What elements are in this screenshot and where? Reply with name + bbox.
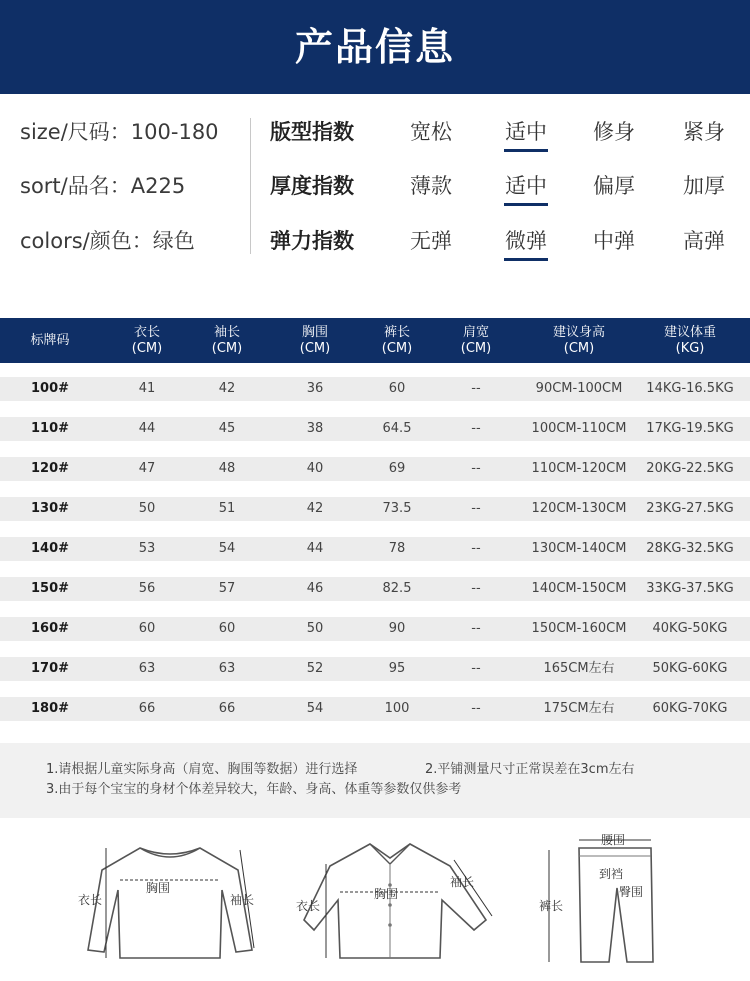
- table-cell: 38: [306, 421, 324, 436]
- table-row: [0, 617, 750, 641]
- table-cell: 54: [306, 701, 324, 716]
- table-cell: 66: [138, 701, 156, 716]
- table-cell: 36: [306, 381, 324, 396]
- column-header: 胸围 (CM): [299, 324, 331, 356]
- table-cell: 20KG-22.5KG: [646, 461, 734, 476]
- table-cell: 110CM-120CM: [531, 461, 627, 476]
- table-cell: 53: [138, 541, 156, 556]
- note-3: 3.由于每个宝宝的身材个体差异较大，年龄、身高、体重等参数仅供参考: [46, 782, 462, 797]
- label-hip: 臀围: [619, 885, 644, 899]
- index-option: 无弹: [410, 229, 452, 253]
- table-row: [0, 457, 750, 481]
- index-option: 偏厚: [593, 174, 635, 198]
- index-option-selected: 适中: [496, 110, 556, 154]
- table-cell: 50: [306, 621, 324, 636]
- table-cell: 54: [218, 541, 236, 556]
- table-cell: 44: [138, 421, 156, 436]
- notes-panel: [0, 743, 750, 818]
- index-option-selected: 微弹: [496, 219, 556, 263]
- column-header: 衣长 (CM): [131, 324, 163, 356]
- table-cell: 73.5: [382, 501, 412, 516]
- table-cell: 120CM-130CM: [531, 501, 627, 516]
- table-cell: 170#: [30, 661, 70, 676]
- table-cell: --: [471, 381, 481, 396]
- header-banner: [0, 0, 750, 94]
- table-cell: 40KG-50KG: [652, 621, 728, 636]
- table-cell: 50: [138, 501, 156, 516]
- table-cell: 40: [306, 461, 324, 476]
- table-cell: 44: [306, 541, 324, 556]
- index-elasticity: [270, 219, 750, 263]
- table-cell: 48: [218, 461, 236, 476]
- table-cell: 180#: [30, 701, 70, 716]
- table-cell: 82.5: [382, 581, 412, 596]
- label-crotch: 到裆: [599, 867, 624, 881]
- table-cell: 17KG-19.5KG: [646, 421, 734, 436]
- spec-sort: sort/品名：A225: [20, 174, 186, 198]
- index-option: 高弹: [683, 229, 725, 253]
- table-cell: --: [471, 541, 481, 556]
- table-cell: 120#: [30, 461, 70, 476]
- table-row: [0, 497, 750, 521]
- table-cell: --: [471, 581, 481, 596]
- index-thickness: [270, 164, 750, 208]
- table-cell: 60: [388, 381, 406, 396]
- index-label: 版型指数: [270, 120, 354, 144]
- table-cell: 42: [218, 381, 236, 396]
- table-cell: --: [471, 421, 481, 436]
- table-cell: 110#: [30, 421, 70, 436]
- table-row: [0, 377, 750, 401]
- index-option: 薄款: [410, 174, 452, 198]
- table-cell: 90CM-100CM: [535, 381, 623, 396]
- spec-color: colors/颜色：绿色: [20, 229, 195, 253]
- column-header: 裤长 (CM): [381, 324, 413, 356]
- table-cell: 140CM-150CM: [531, 581, 627, 596]
- table-cell: 140#: [30, 541, 70, 556]
- index-option: 中弹: [593, 229, 635, 253]
- index-option: 紧身: [683, 120, 725, 144]
- table-cell: 130CM-140CM: [531, 541, 627, 556]
- table-cell: 60: [218, 621, 236, 636]
- column-header: 袖长 (CM): [211, 324, 243, 356]
- label-chest: 胸围: [374, 887, 399, 901]
- table-cell: 41: [138, 381, 156, 396]
- table-cell: 33KG-37.5KG: [646, 581, 734, 596]
- table-cell: 150CM-160CM: [531, 621, 627, 636]
- index-label: 厚度指数: [270, 174, 354, 198]
- table-cell: 60: [138, 621, 156, 636]
- table-cell: 50KG-60KG: [652, 661, 728, 676]
- table-cell: 95: [388, 661, 406, 676]
- table-row: [0, 537, 750, 561]
- table-cell: 175CM左右: [543, 701, 615, 716]
- table-cell: 90: [388, 621, 406, 636]
- table-cell: --: [471, 621, 481, 636]
- label-sleeve: 袖长: [450, 875, 475, 889]
- table-cell: 51: [218, 501, 236, 516]
- table-cell: 63: [218, 661, 236, 676]
- table-cell: 69: [388, 461, 406, 476]
- column-header: 标牌码: [30, 332, 70, 348]
- spec-divider: [250, 118, 251, 254]
- column-header: 建议体重 (KG): [663, 324, 716, 356]
- spec-size: size/尺码：100-180: [20, 120, 219, 144]
- table-cell: --: [471, 461, 481, 476]
- label-sleeve: 袖长: [230, 893, 255, 907]
- note-1: 1.请根据儿童实际身高（肩宽、胸围等数据）进行选择: [46, 762, 358, 777]
- table-cell: 60KG-70KG: [652, 701, 728, 716]
- table-cell: 57: [218, 581, 236, 596]
- shirt-outline: [304, 844, 486, 958]
- label-length: 衣长: [78, 893, 103, 907]
- table-cell: 100: [384, 701, 410, 716]
- table-cell: 130#: [30, 501, 70, 516]
- index-option: 宽松: [410, 120, 452, 144]
- table-cell: 52: [306, 661, 324, 676]
- table-cell: 45: [218, 421, 236, 436]
- table-cell: --: [471, 661, 481, 676]
- note-2: 2.平铺测量尺寸正常误差在3cm左右: [425, 762, 635, 777]
- table-cell: 64.5: [382, 421, 412, 436]
- table-row: [0, 417, 750, 441]
- index-label: 弹力指数: [270, 229, 354, 253]
- table-cell: --: [471, 701, 481, 716]
- label-chest: 胸围: [146, 881, 171, 895]
- table-row: [0, 697, 750, 721]
- table-cell: 78: [388, 541, 406, 556]
- index-option: 修身: [593, 120, 635, 144]
- table-cell: 47: [138, 461, 156, 476]
- size-table-header: [0, 318, 750, 363]
- table-cell: 23KG-27.5KG: [646, 501, 734, 516]
- tshirt-measure-diagram: [70, 830, 270, 970]
- table-cell: 100CM-110CM: [531, 421, 627, 436]
- index-option: 加厚: [683, 174, 725, 198]
- table-cell: 46: [306, 581, 324, 596]
- table-cell: 150#: [30, 581, 70, 596]
- index-fit: [270, 110, 750, 154]
- index-option-selected: 适中: [496, 164, 556, 208]
- table-row: [0, 657, 750, 681]
- pants-measure-diagram: [535, 830, 665, 970]
- table-cell: 42: [306, 501, 324, 516]
- table-cell: --: [471, 501, 481, 516]
- table-cell: 56: [138, 581, 156, 596]
- table-cell: 28KG-32.5KG: [646, 541, 734, 556]
- table-cell: 100#: [30, 381, 70, 396]
- label-length: 裤长: [539, 899, 564, 913]
- table-cell: 165CM左右: [543, 661, 615, 676]
- pants-outline: [579, 848, 653, 962]
- table-row: [0, 577, 750, 601]
- label-waist: 腰围: [601, 833, 626, 847]
- table-cell: 66: [218, 701, 236, 716]
- label-length: 衣长: [296, 899, 321, 913]
- table-cell: 14KG-16.5KG: [646, 381, 734, 396]
- shirt-measure-diagram: [290, 830, 500, 970]
- tshirt-outline: [88, 848, 255, 958]
- table-cell: 63: [138, 661, 156, 676]
- page-title: 产品信息: [294, 25, 455, 69]
- column-header: 肩宽 (CM): [460, 324, 492, 356]
- column-header: 建议身高 (CM): [552, 324, 605, 356]
- table-cell: 160#: [30, 621, 70, 636]
